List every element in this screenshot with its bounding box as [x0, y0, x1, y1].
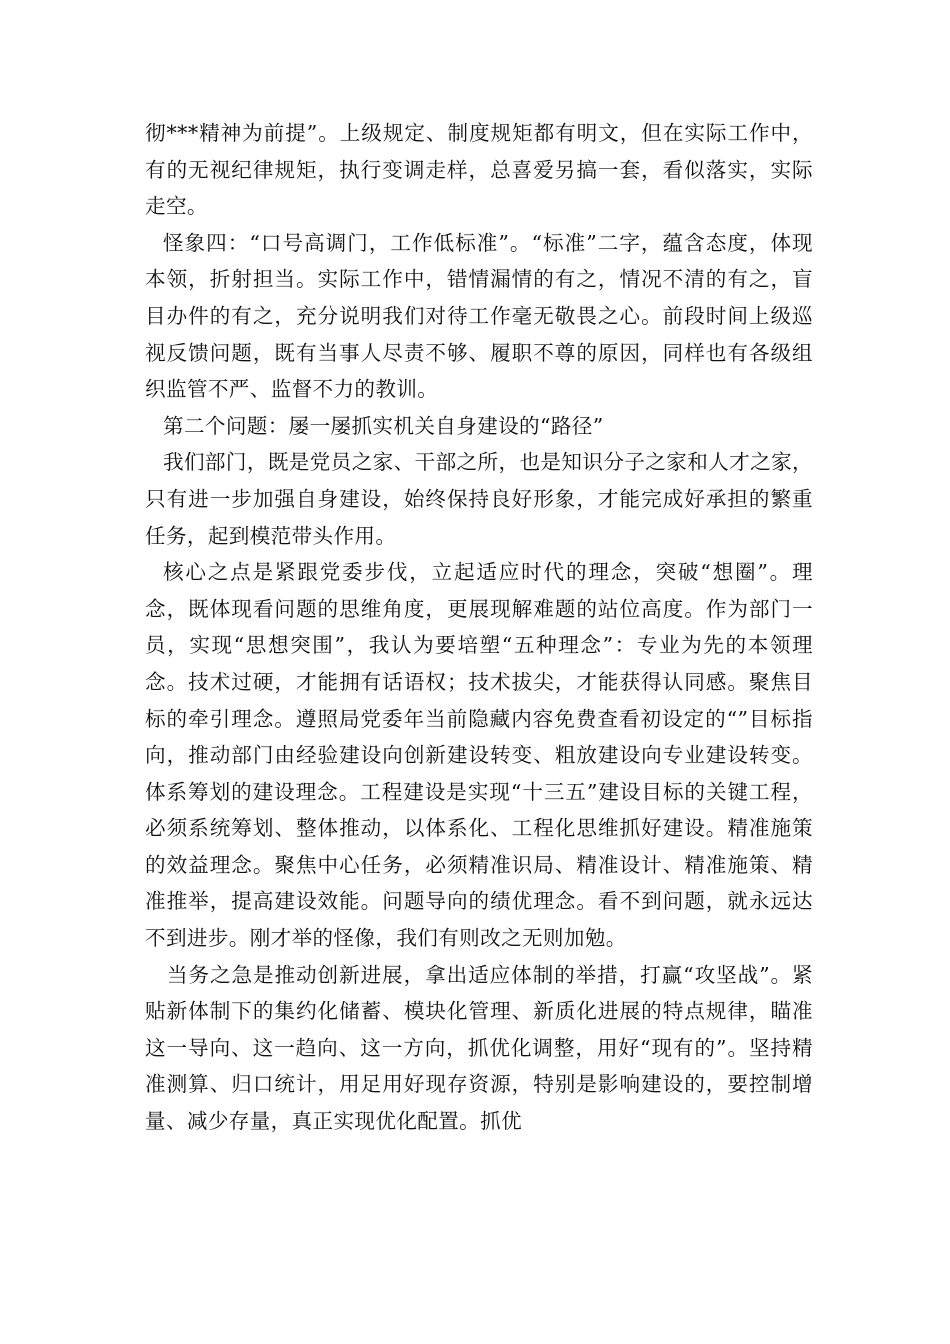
paragraph-5: 当务之急是推动创新进展，拿出适应体制的举措，打赢“攻坚战”。紧贴新体制下的集约化储蓄、模块化管理、新质化进展的特点规律，瞄准这一导向、这一趋向、这一方向，抓优化调整，用好“现有的”。坚持精准测算、归口统计，用足用好现存资源，特别是影响建设的，要控制增量、减少存量，真正实现优化配置。抓优 — [145, 962, 813, 1134]
paragraph-3: 我们部门，既是党员之家、干部之所，也是知识分子之家和人才之家，只有进一步加强自身建设，始终保持良好形象，才能完成好承担的繁重任务，起到模范带头作用。 — [145, 450, 813, 548]
section-heading: 第二个问题：屡一屡抓实机关自身建设的“路径” — [163, 413, 604, 438]
paragraph-1: 彻***精神为前提”。上级规定、制度规矩都有明文，但在实际工作中，有的无视纪律规矩，执行变调走样，总喜爱另搞一套，看似落实，实际走空。 — [145, 121, 813, 219]
paragraph-2: 怪象四：“口号高调门，工作低标准”。“标准”二字，蕴含态度，体现本领，折射担当。实际工作中，错情漏情的有之，情况不清的有之，盲目办件的有之，充分说明我们对待工作毫无敬畏之心。前段时间上级巡视反馈问题，既有当事人尽责不够、履职不尊的原因，同样也有各级组织监管不严、监督不力的教训。 — [145, 230, 813, 402]
paragraph-4: 核心之点是紧跟党委步伐，立起适应时代的理念，突破“想圈”。理念，既体现看问题的思维角度，更展现解难题的站位高度。作为部门一员，实现“思想突围”，我认为要培塑“五种理念”：专业为先的本领理念。技术过硬，才能拥有话语权；技术拔尖，才能获得认同感。聚焦目标的牵引理念。遵照局党委年当前隐藏内容免费查看初设定的“”目标指向，推动部门由经验建设向创新建设转变、粗放建设向专业建设转变。体系筹划的建设理念。工程建设是实现“十三五”建设目标的关键工程，必须系统筹划、整体推动，以体系化、工程化思维抓好建设。精准施策的效益理念。聚焦中心任务，必须精准识局、精准设计、精准施策、精准推举，提高建设效能。问题导向的绩优理念。看不到问题，就永远达不到进步。刚才举的怪像，我们有则改之无则加勉。 — [145, 560, 813, 951]
document-page — [145, 115, 813, 1140]
